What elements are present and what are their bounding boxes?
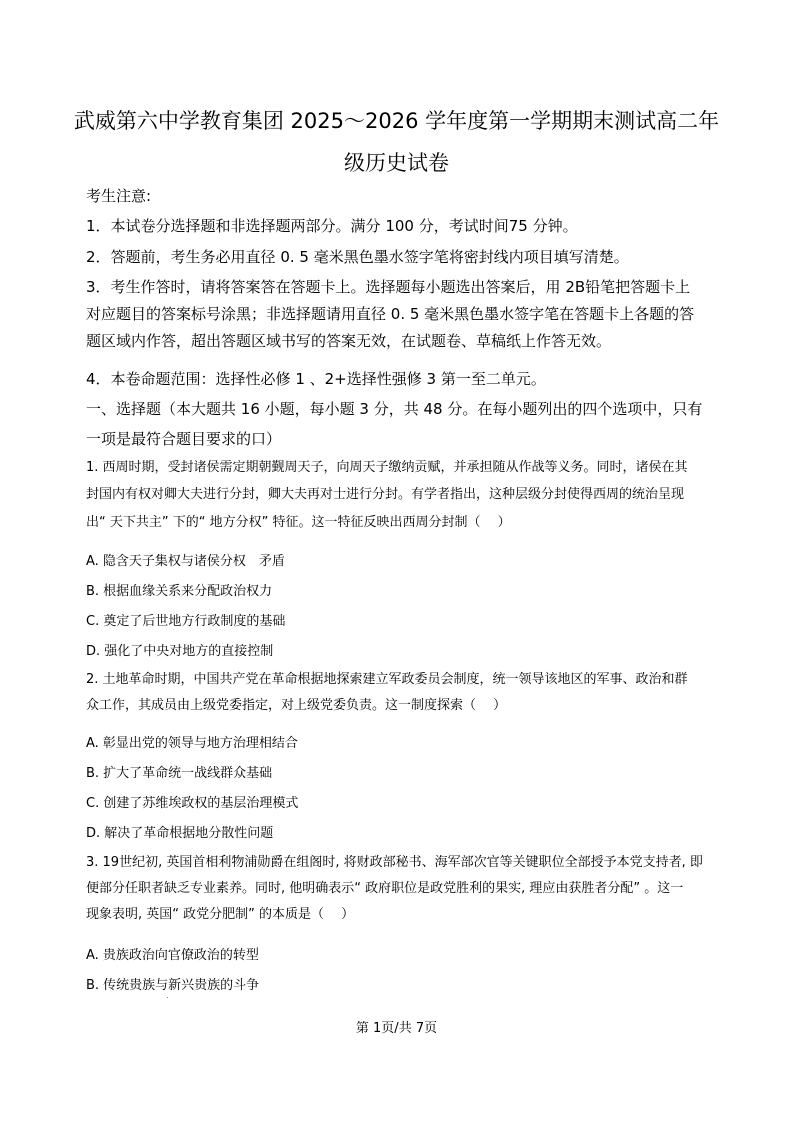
- notice-item-1: 1．本试卷分选择题和非选择题两部分。满分 100 分，考试时间75 分钟。: [86, 217, 578, 235]
- exam-title: [60, 100, 733, 184]
- section-heading-line-2: 一项是最符合题目要求的口）: [86, 430, 282, 448]
- title-line-1: 武威第六中学教育集团 2025～2026 学年度第一学期期末测试高二年: [73, 109, 720, 133]
- q1-option-b: B. 根据血缘关系来分配政治权力: [86, 584, 273, 599]
- q3-stem-line-3: 现象表明, 英国“ 政党分肥制” 的本质是（ ）: [86, 907, 355, 922]
- q2-stem-line-2: 众工作，其成员由上级党委指定，对上级党委负责。这一制度探索（ ）: [86, 698, 507, 713]
- notice-item-3-line-3: 题区域内作答，超出答题区域书写的答案无效，在试题卷、草稿纸上作答无效。: [86, 332, 612, 350]
- notice-heading: 考生注意:: [86, 187, 152, 205]
- q3-stem-line-2: 便部分任职者缺乏专业素养。同时, 他明确表示“ 政府职位是政党胜利的果实, 理应由获胜者分配” 。这一: [86, 881, 684, 896]
- page-footer: 第 1页/共 7页: [355, 1021, 438, 1036]
- section-heading-line-1: 一、选择题（本大题共 16 小题，每小题 3 分，共 48 分。在每小题列出的四个选项中，只有: [86, 400, 703, 418]
- q1-option-a: A. 隐含天子集权与诸侯分权 矛盾: [86, 554, 285, 569]
- title-line-2: 级历史试卷: [344, 151, 449, 175]
- notice-item-2: 2．答题前，考生务必用直径 0. 5 毫米黑色墨水签字笔将密封线内项目填写清楚。: [86, 248, 629, 266]
- q3-stem-line-1: 3. 19世纪初, 英国首相利物浦勋爵在组阁时, 将财政部秘书、海军部次官等关键职位全部授予本党支持者, 即: [86, 855, 703, 870]
- q1-stem-line-3: 出“ 天下共主” 下的“ 地方分权” 特征。这一特征反映出西周分封制（ ）: [86, 515, 511, 530]
- q2-option-a: A. 彰显出党的领导与地方治理相结合: [86, 736, 298, 751]
- q2-option-d: D. 解决了革命根据地分散性问题: [86, 826, 274, 841]
- q3-option-a: A. 贵族政治向官僚政治的转型: [86, 948, 259, 963]
- q2-stem-line-1: 2. 土地革命时期，中国共产党在革命根据地探索建立军政委员会制度，统一领导该地区的军事、政治和群: [86, 672, 688, 687]
- q3-option-b: B. 传统贵族与新兴贵族的斗争: [86, 978, 260, 993]
- stray-dot: [167, 997, 168, 998]
- q1-option-c: C. 奠定了后世地方行政制度的基础: [86, 614, 286, 629]
- q1-option-d: D. 强化了中央对地方的直接控制: [86, 644, 274, 659]
- notice-item-3-line-2: 对应题目的答案标号涂黑；非选择题请用直径 0. 5 毫米黑色墨水签字笔在答题卡上各题的答: [86, 305, 695, 323]
- notice-item-4: 4．本卷命题范围：选择性必修 1 、2+选择性强修 3 第一至二单元。: [86, 370, 546, 388]
- q1-stem-line-2: 封国内有权对卿大夫进行分封，卿大夫再对士进行分封。有学者指出，这种层级分封使得西周的统治呈现: [86, 487, 685, 502]
- q2-option-b: B. 扩大了革命统一战线群众基础: [86, 766, 273, 781]
- q1-stem-line-1: 1. 西周时期，受封诸侯需定期朝觐周天子，向周天子缴纳贡赋，并承担随从作战等义务。同时，诸侯在其: [86, 460, 688, 475]
- notice-item-3-line-1: 3．考生作答时，请将答案答在答题卡上。选择题每小题选出答案后，用 2B铅笔把答题卡上: [86, 278, 691, 296]
- q2-option-c: C. 创建了苏维埃政权的基层治理模式: [86, 796, 299, 811]
